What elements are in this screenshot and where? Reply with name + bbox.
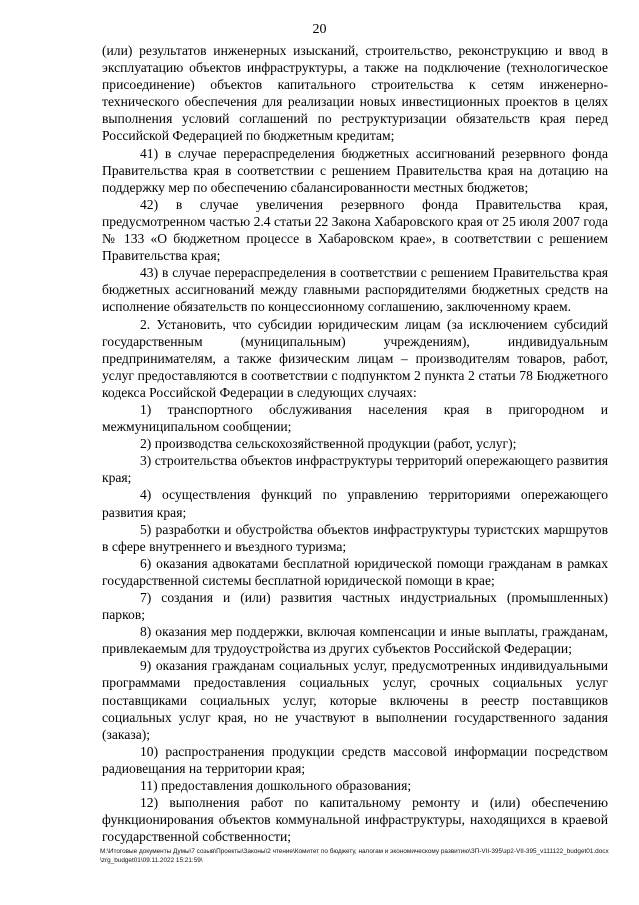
paragraph: 1) транспортного обслуживания населения края в пригородном и межмуниципальном сообщении; xyxy=(102,401,608,435)
paragraph: 3) строительства объектов инфраструктуры территорий опережающего развития края; xyxy=(102,453,608,486)
paragraph: 10) распространения продукции средств массовой информации посредством радиовещания на территории края; xyxy=(102,743,608,776)
paragraph: 4) осуществления функций по управлению территориями опережающего развития края; xyxy=(102,487,608,520)
paragraph: 6) оказания адвокатами бесплатной юридической помощи гражданам в рамках государственной системы бесплатной юридической помощи в крае; xyxy=(102,555,608,588)
paragraph: 5) разработки и обустройства объектов инфраструктуры туристских маршрутов в сфере внутреннего и въездного туризма; xyxy=(102,521,608,554)
paragraph: 8) оказания мер поддержки, включая компенсации и иные выплаты, гражданам, привлекаемым для трудоустройства из других субъектов Российской Федерации; xyxy=(102,624,608,657)
paragraph: (или) результатов инженерных изысканий, строительство, реконструкцию и ввод в эксплуатацию объектов инфраструктуры, а также на подключение (технологическое присоединение) объектов капитального строительства к сетям инженерно-технического обеспечения для реализации новых инвестиционных проектов в целях выполнения условий соглашений по реструктуризации обязательств края перед Российской Федерацией по бюджетным кредитам; xyxy=(102,43,608,144)
paragraph: 2) производства сельскохозяйственной продукции (работ, услуг); xyxy=(140,436,517,452)
paragraph: 43) в случае перераспределения в соответствии с решением Правительства края бюджетных ассигнований между главными распорядителями бюджетных средств на исполнение обязательств по концессионному соглашению, заключенному краем. xyxy=(102,265,608,315)
paragraph: 7) создания и (или) развития частных индустриальных (промышленных) парков; xyxy=(102,590,608,623)
page-number: 20 xyxy=(312,22,327,37)
paragraph: 9) оказания гражданам социальных услуг, предусмотренных индивидуальными программами предоставления социальных услуг, срочных социальных услуг поставщиками социальных услуг, которые включены в реестр поставщиков социальных услуг края, но не участвуют в выполнении государственного задания (заказа); xyxy=(102,658,608,742)
paragraph: 2. Установить, что субсидии юридическим лицам (за исключением субсидий государственным (муниципальным) учреждениям), индивидуальным предпринимателям, а также физическим лицам – производителям товаров, работ, услуг предоставляются в соответствии с подпунктом 2 пункта 2 статьи 78 Бюджетного кодекса Российской Федерации в следующих случаях: xyxy=(102,316,608,400)
paragraph: 42) в случае увеличения резервного фонда Правительства края, предусмотренном частью 2.4 статьи 22 Закона Хабаровского края от 25 июля 2007 года № 133 «О бюджетном процессе в Хабаровском крае», в соответствии с решением Правительства края; xyxy=(102,196,608,264)
document-body xyxy=(102,42,608,845)
paragraph: 12) выполнения работ по капитальному ремонту и (или) обеспечению функционирования объектов коммунальной инфраструктуры, находящихся в краевой государственной собственности; xyxy=(102,795,608,845)
footer-file-path: M:\Итоговые документы Думы\7 созыв\Проекты\Законы\2 чтение\Комитет по бюджету, налогам и экономическому развитию\ЗП-VII-395\зр2-VII-395_v111122_budget01.docx\zrg_budget01\09.11.2022 15:21:59\ xyxy=(100,848,609,864)
paragraph: 41) в случае перераспределения бюджетных ассигнований резервного фонда Правительства края в соответствии с решением Правительства края на дотацию на поддержку мер по обеспечению сбалансированности местных бюджетов; xyxy=(102,145,608,195)
paragraph: 11) предоставления дошкольного образования; xyxy=(140,778,412,794)
